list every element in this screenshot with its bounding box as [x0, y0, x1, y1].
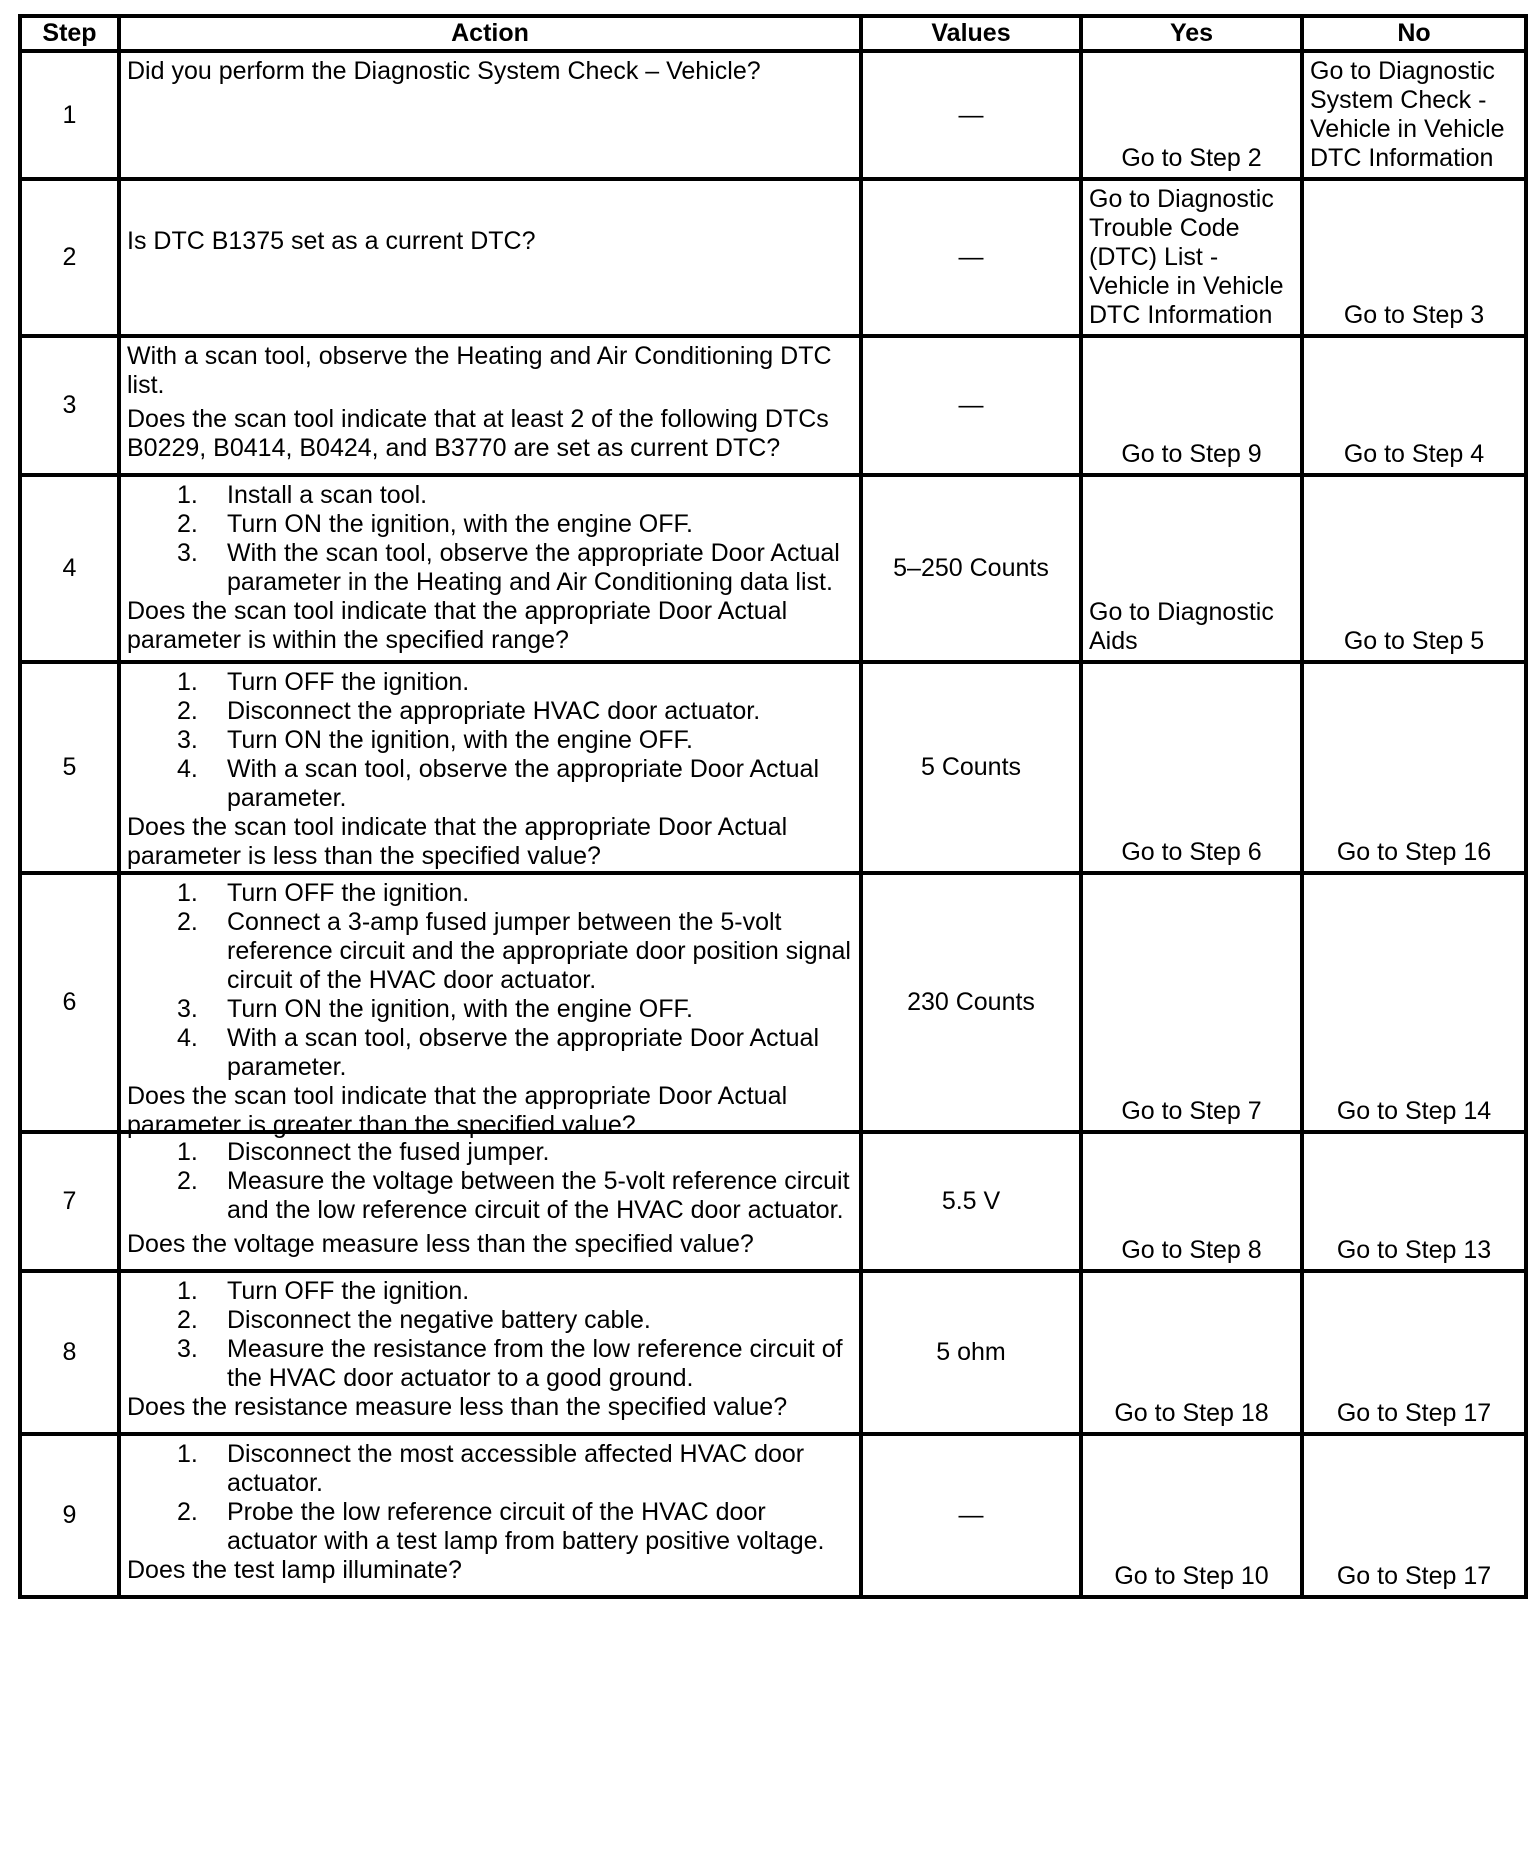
instruction-item	[127, 755, 853, 813]
values-cell: 5.5 V	[861, 1132, 1081, 1271]
instruction-number: 2.	[177, 908, 198, 936]
instruction-number: 3.	[177, 1335, 198, 1363]
instruction-text: With a scan tool, observe the appropriate Door Actual parameter.	[227, 1024, 819, 1081]
instruction-number: 1.	[177, 879, 198, 907]
header-values: Values	[861, 16, 1081, 51]
instruction-text: Measure the resistance from the low reference circuit of the HVAC door actuator to a good ground.	[227, 1335, 843, 1392]
instruction-text: With a scan tool, observe the appropriate Door Actual parameter.	[227, 755, 819, 812]
action-content	[127, 1138, 853, 1259]
header-no: No	[1302, 16, 1526, 51]
instruction-item	[127, 1306, 853, 1335]
instruction-number: 1.	[177, 1138, 198, 1166]
instruction-text: Disconnect the most accessible affected HVAC door actuator.	[227, 1440, 805, 1497]
table-row	[20, 1271, 1526, 1434]
action-question: Does the test lamp illuminate?	[127, 1556, 462, 1584]
instruction-number: 2.	[177, 1498, 198, 1526]
yes-cell: Go to Step 2	[1081, 51, 1302, 179]
header-row	[20, 16, 1526, 51]
action-cell	[119, 873, 861, 1139]
instruction-text: Connect a 3-amp fused jumper between the 5-volt reference circuit and the appropriate door position signal circuit of the HVAC door actuator.	[227, 908, 851, 994]
diagnostic-table-container	[18, 14, 1524, 1599]
instruction-item	[127, 510, 853, 539]
step-number-cell: 9	[20, 1434, 119, 1597]
yes-cell: Go to Step 10	[1081, 1434, 1302, 1597]
instruction-item	[127, 1335, 853, 1393]
table-row	[20, 179, 1526, 336]
step-number-cell: 3	[20, 336, 119, 475]
action-content	[127, 668, 853, 870]
step-number-cell: 7	[20, 1132, 119, 1271]
table-row	[20, 662, 1526, 873]
instruction-item	[127, 995, 853, 1024]
action-content	[127, 1440, 853, 1585]
yes-cell: Go to Step 7	[1081, 873, 1302, 1132]
no-cell: Go to Step 16	[1302, 662, 1526, 873]
action-question: Does the resistance measure less than the specified value?	[127, 1393, 788, 1421]
instruction-item	[127, 1024, 853, 1082]
no-cell: Go to Step 13	[1302, 1132, 1526, 1271]
action-cell	[119, 475, 861, 662]
action-cell	[119, 336, 861, 475]
action-cell	[119, 1434, 861, 1597]
instruction-item	[127, 539, 853, 597]
action-content	[127, 57, 853, 144]
instruction-text: Disconnect the fused jumper.	[227, 1138, 550, 1166]
step-number-cell: 5	[20, 662, 119, 873]
instruction-text: Measure the voltage between the 5-volt reference circuit and the low reference circuit of the HVAC door actuator.	[227, 1167, 850, 1224]
table-row	[20, 336, 1526, 475]
table-row	[20, 475, 1526, 662]
action-question: Does the scan tool indicate that the appropriate Door Actual parameter is less than the specified value?	[127, 813, 788, 870]
no-cell: Go to Step 17	[1302, 1434, 1526, 1597]
instruction-text: Turn ON the ignition, with the engine OFF.	[227, 726, 693, 754]
values-cell: —	[861, 179, 1081, 336]
instruction-number: 1.	[177, 668, 198, 696]
action-question: Does the scan tool indicate that the appropriate Door Actual parameter is within the specified range?	[127, 597, 788, 654]
action-instructions	[127, 342, 853, 400]
instruction-number: 1.	[177, 481, 198, 509]
values-cell: 5 ohm	[861, 1271, 1081, 1434]
instruction-item	[127, 1440, 853, 1498]
instruction-item	[127, 1138, 853, 1167]
instruction-number: 3.	[177, 995, 198, 1023]
instruction-text: Turn OFF the ignition.	[227, 879, 470, 907]
action-cell	[119, 662, 861, 873]
instruction-text: Turn OFF the ignition.	[227, 1277, 470, 1305]
instruction-number: 4.	[177, 1024, 198, 1052]
action-question: Does the scan tool indicate that at least 2 of the following DTCs B0229, B0414, B0424, and B3770 are set as current DTC?	[127, 405, 829, 462]
action-cell	[119, 1271, 861, 1434]
instruction-number: 4.	[177, 755, 198, 783]
instruction-item	[127, 1498, 853, 1556]
step-number-cell: 1	[20, 51, 119, 179]
instruction-item	[127, 481, 853, 510]
instruction-number: 2.	[177, 1306, 198, 1334]
step-number-cell: 6	[20, 873, 119, 1132]
instruction-list	[127, 1440, 853, 1556]
instruction-text: Turn ON the ignition, with the engine OFF.	[227, 995, 693, 1023]
no-cell: Go to Step 4	[1302, 336, 1526, 475]
instruction-text: Install a scan tool.	[227, 481, 428, 509]
table-body	[20, 51, 1526, 1597]
instruction-list	[127, 481, 853, 597]
action-intro: With a scan tool, observe the Heating and Air Conditioning DTC list.	[127, 342, 832, 399]
no-cell: Go to Step 14	[1302, 873, 1526, 1132]
values-cell: 5 Counts	[861, 662, 1081, 873]
no-cell: Go to Diagnostic System Check - Vehicle in Vehicle DTC Information	[1302, 51, 1526, 179]
instruction-number: 3.	[177, 726, 198, 754]
action-instructions	[127, 1277, 853, 1393]
instruction-number: 2.	[177, 1167, 198, 1195]
instruction-list	[127, 879, 853, 1082]
instruction-text: Turn OFF the ignition.	[227, 668, 470, 696]
instruction-list	[127, 1138, 853, 1225]
step-number-cell: 2	[20, 179, 119, 336]
table-row	[20, 1132, 1526, 1271]
yes-cell: Go to Diagnostic Aids	[1081, 475, 1302, 662]
action-content	[127, 879, 853, 1139]
action-question: Is DTC B1375 set as a current DTC?	[127, 227, 536, 255]
yes-cell: Go to Step 18	[1081, 1271, 1302, 1434]
instruction-number: 2.	[177, 697, 198, 725]
header-action: Action	[119, 16, 861, 51]
table-row	[20, 51, 1526, 179]
values-cell: 230 Counts	[861, 873, 1081, 1132]
instruction-text: With the scan tool, observe the appropriate Door Actual parameter in the Heating and Air Conditioning data list.	[227, 539, 840, 596]
instruction-item	[127, 908, 853, 995]
action-instructions	[127, 668, 853, 813]
yes-cell: Go to Step 9	[1081, 336, 1302, 475]
table-row	[20, 1434, 1526, 1597]
step-number-cell: 8	[20, 1271, 119, 1434]
instruction-number: 2.	[177, 510, 198, 538]
header-yes: Yes	[1081, 16, 1302, 51]
instruction-number: 1.	[177, 1277, 198, 1305]
values-cell: —	[861, 336, 1081, 475]
instruction-number: 3.	[177, 539, 198, 567]
action-instructions	[127, 1138, 853, 1225]
instruction-item	[127, 879, 853, 908]
instruction-text: Turn ON the ignition, with the engine OFF.	[227, 510, 693, 538]
values-cell: 5–250 Counts	[861, 475, 1081, 662]
diagnostic-table	[18, 14, 1528, 1599]
action-content	[127, 481, 853, 654]
instruction-item	[127, 726, 853, 755]
instruction-item	[127, 668, 853, 697]
action-content	[127, 1277, 853, 1422]
action-question: Does the scan tool indicate that the appropriate Door Actual parameter is greater than the specified value?	[127, 1082, 788, 1139]
values-cell: —	[861, 1434, 1081, 1597]
yes-cell: Go to Diagnostic Trouble Code (DTC) List - Vehicle in Vehicle DTC Information	[1081, 179, 1302, 336]
values-cell: —	[861, 51, 1081, 179]
action-cell	[119, 179, 861, 336]
instruction-number: 1.	[177, 1440, 198, 1468]
instruction-item	[127, 697, 853, 726]
instruction-list	[127, 668, 853, 813]
instruction-text: Probe the low reference circuit of the HVAC door actuator with a test lamp from battery positive voltage.	[227, 1498, 825, 1555]
instruction-list	[127, 1277, 853, 1393]
action-instructions	[127, 879, 853, 1082]
header-step: Step	[20, 16, 119, 51]
instruction-item	[127, 1167, 853, 1225]
step-number-cell: 4	[20, 475, 119, 662]
table-row	[20, 873, 1526, 1132]
no-cell: Go to Step 3	[1302, 179, 1526, 336]
action-cell	[119, 1132, 861, 1271]
instruction-item	[127, 1277, 853, 1306]
action-instructions	[127, 481, 853, 597]
no-cell: Go to Step 5	[1302, 475, 1526, 662]
yes-cell: Go to Step 6	[1081, 662, 1302, 873]
action-question: Did you perform the Diagnostic System Check – Vehicle?	[127, 57, 761, 85]
yes-cell: Go to Step 8	[1081, 1132, 1302, 1271]
action-content	[127, 342, 853, 463]
instruction-text: Disconnect the negative battery cable.	[227, 1306, 651, 1334]
no-cell: Go to Step 17	[1302, 1271, 1526, 1434]
action-cell	[119, 51, 861, 179]
action-content	[127, 185, 853, 298]
instruction-text: Disconnect the appropriate HVAC door actuator.	[227, 697, 761, 725]
action-question: Does the voltage measure less than the specified value?	[127, 1230, 754, 1258]
action-instructions	[127, 1440, 853, 1556]
